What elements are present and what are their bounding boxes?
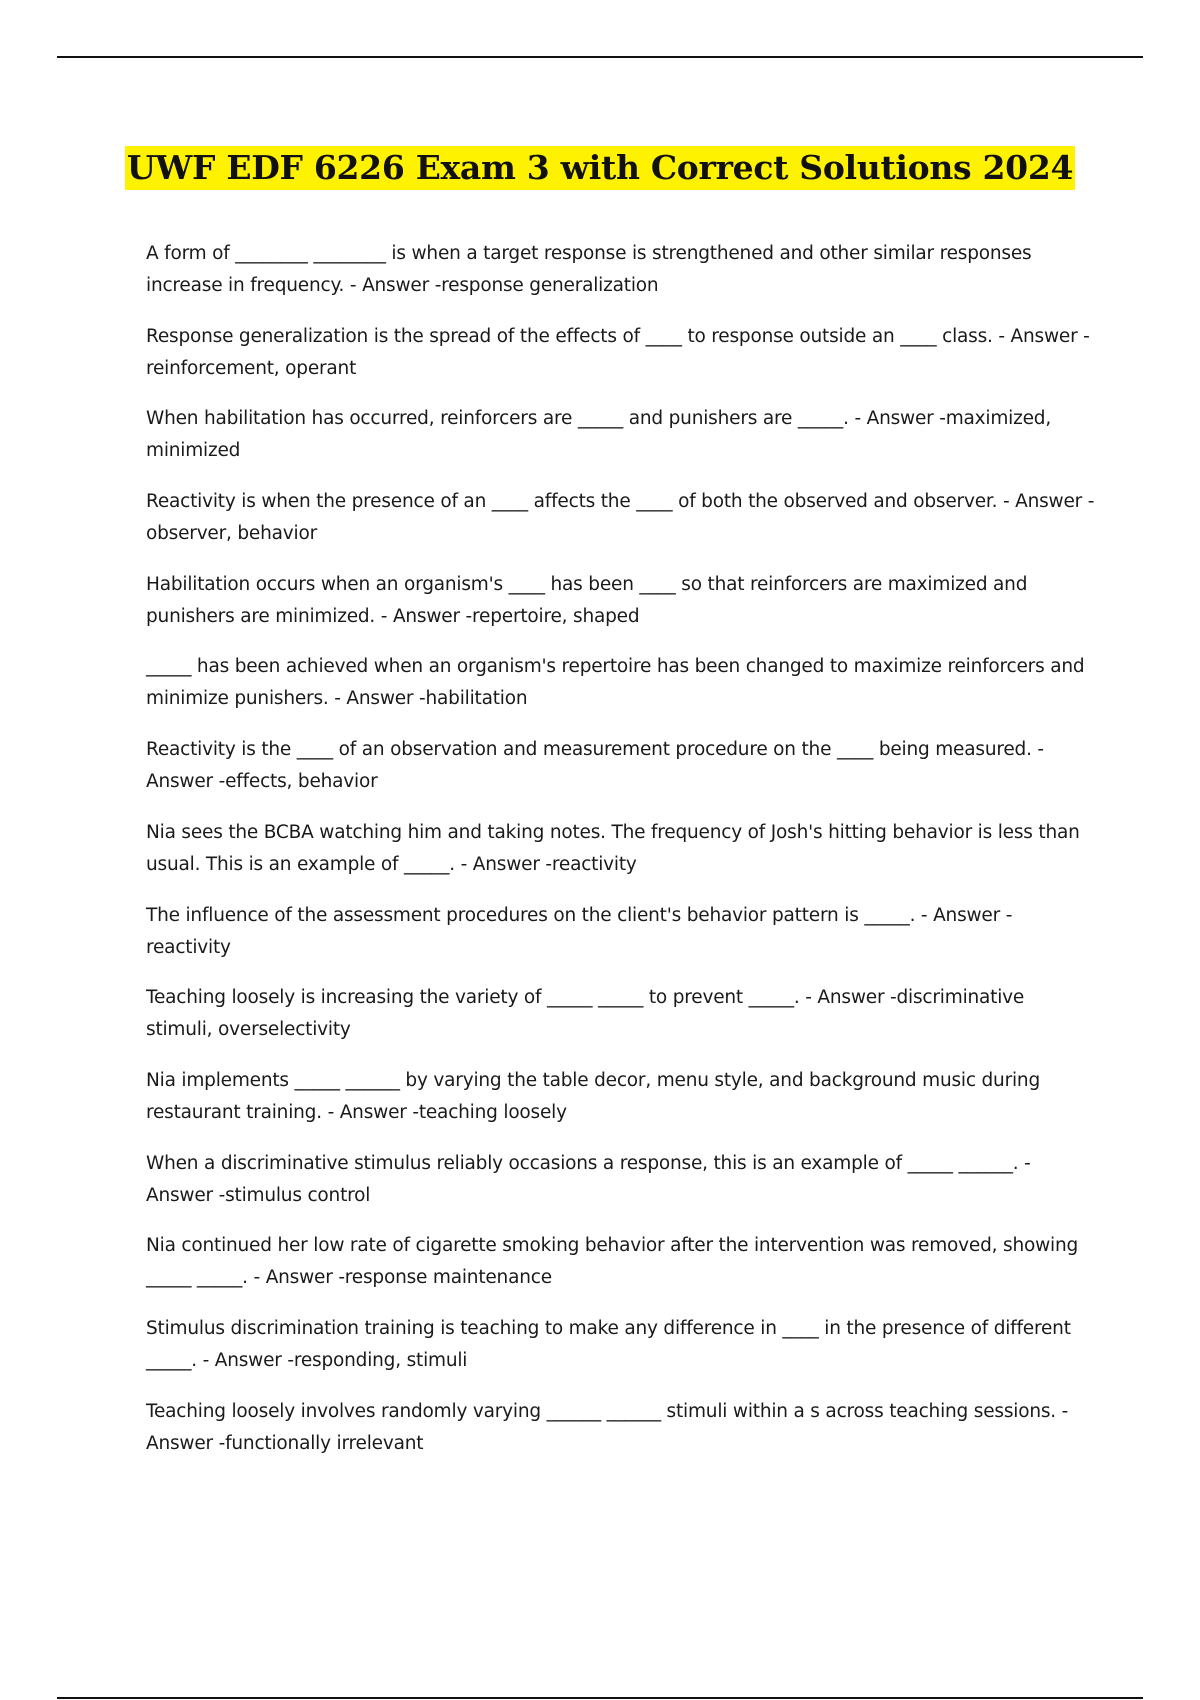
- document-title: UWF EDF 6226 Exam 3 with Correct Solutions 2024: [125, 146, 1075, 190]
- qa-item: Stimulus discrimination training is teaching to make any difference in ____ in the presence of different _____. - Answer -responding, stimuli: [146, 1317, 1071, 1371]
- qa-item: Nia continued her low rate of cigarette smoking behavior after the intervention was removed, showing _____ _____. - Answer -response maintenance: [146, 1235, 1079, 1289]
- qa-item: Teaching loosely involves randomly varying ______ ______ stimuli within a s across teaching sessions. - Answer -functionally irrelevant: [146, 1400, 1069, 1454]
- qa-item: A form of ________ ________ is when a target response is strengthened and other similar responses increase in frequency. - Answer -response generalization: [146, 243, 1032, 296]
- qa-item: Reactivity is when the presence of an ____ affects the ____ of both the observed and observer. - Answer -observer, behavior: [146, 491, 1095, 545]
- qa-item: Reactivity is the ____ of an observation and measurement procedure on the ____ being measured. - Answer -effects, behavior: [146, 739, 1044, 793]
- qa-list: [146, 238, 1096, 1478]
- qa-item: Nia sees the BCBA watching him and taking notes. The frequency of Josh's hitting behavior is less than usual. This is an example of _____. - Answer -reactivity: [146, 821, 1080, 875]
- bottom-rule: [57, 1697, 1143, 1699]
- qa-item: Teaching loosely is increasing the variety of _____ _____ to prevent _____. - Answer -discriminative stimuli, overselectivity: [146, 987, 1025, 1041]
- qa-item: Habilitation occurs when an organism's ____ has been ____ so that reinforcers are maximized and punishers are minimized. - Answer -repertoire, shaped: [146, 573, 1028, 627]
- title-container: [0, 146, 1200, 190]
- qa-item: _____ has been achieved when an organism's repertoire has been changed to maximize reinforcers and minimize punishers. - Answer -habilitation: [146, 656, 1085, 710]
- qa-item: The influence of the assessment procedures on the client's behavior pattern is _____. - Answer - reactivity: [146, 904, 1013, 958]
- top-rule: [57, 56, 1143, 58]
- qa-item: When a discriminative stimulus reliably occasions a response, this is an example of _____ ______. - Answer -stimulus control: [146, 1152, 1031, 1206]
- qa-item: Response generalization is the spread of the effects of ____ to response outside an ____ class. - Answer - reinforcement, operant: [146, 325, 1090, 379]
- qa-item: When habilitation has occurred, reinforcers are _____ and punishers are _____. - Answer -maximized, minimized: [146, 408, 1052, 462]
- qa-item: Nia implements _____ ______ by varying the table decor, menu style, and background music during restaurant training. - Answer -teaching loosely: [146, 1069, 1040, 1123]
